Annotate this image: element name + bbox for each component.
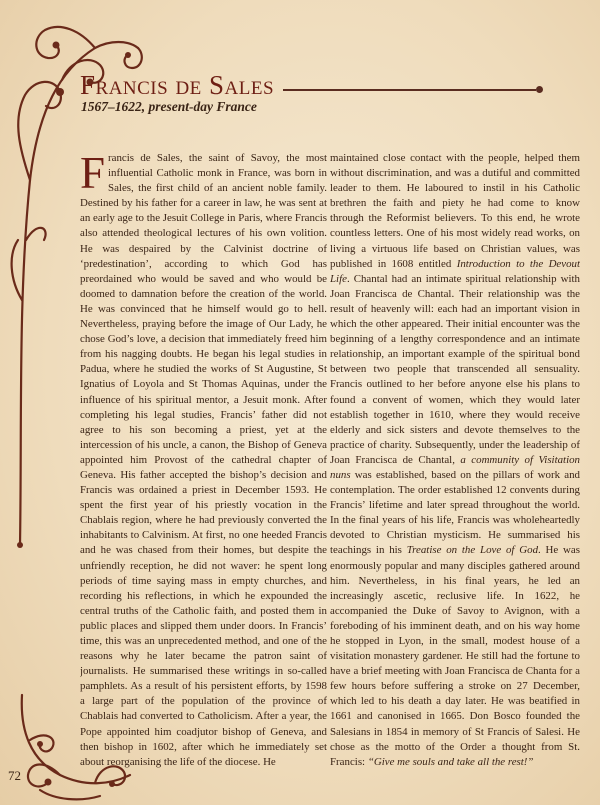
book-title-introduction: Introduction to the Devout Life (330, 257, 580, 285)
text-column-left (80, 151, 327, 776)
body-paragraph-right (330, 151, 580, 770)
text-column-right (330, 151, 580, 776)
body-text-segment: . He was enormously popular and many disciples gathered around him. Nevertheless, in his final years, he led an increasingly ascetic, reclusive life. In 1622, he accompanied the Duke of Savoy to Avignon, with a foreboding of his imminent death, and on his way home he stopped in Lyon, in the small, modest house of a visitation monastery gardener. He still had the fortune to have a brief meeting with Joan Francisca de Chanta for a few hours before suffering a stroke on 27 December, which led to his death a day later. He was beatified in 1661 and canonised in 1665. Don Bosco founded the Salesians in 1854 in memory of St Francis of Salesi. He chose as the motto of the Order a thought from St. Francis: (330, 544, 580, 768)
body-text-left: rancis de Sales, the saint of Savoy, the most influential Catholic monk in France, was born in Sales, the first child of an ancient noble family. Destined by his father for a career in law, he was sent at an early age to the Jesuit College in Paris, where Francis also attended theological lectures of his own volition. He was despaired by the Calvinist doctrine of ‘predestination’, according to which God has preordained who would be saved and who would be doomed to damnation before the creation of the world. He was convinced that he himself would go to hell. Nevertheless, praying before the image of Our Lady, he chose God’s love, a decision that immediately freed him from his nagging doubts. He began his legal studies in Padua, where he studied the works of St Augustine, St Ignatius of Loyola and St Thomas Aquinas, under the influence of his spiritual mentor, a Jesuit monk. After completing his legal studies, Francis’ father did not agree to his son becoming a priest, yet at the intercession of his uncle, a canon, the Bishop of Geneva appointed him Provost of the cathedral chapter of Geneva. His father accepted the bishop’s decision and Francis was ordained a priest in December 1593. He spent the first year of his priestly vocation in the Chablais region, where he had previously converted the inhabitants to Calvinism. At first, no one heeded Francis and he was chased from their homes, but despite the unfriendly reception, he did not waver: he spent long periods of time saying mass in empty churches, and recording his reflections, in which he expounded the central truths of the Catholic faith, and posted them in public places and slipped them under doors. In Francis’ time, this was an unprecedented method, and one of the reasons why he later became the patron saint of journalists. He summarised these writings in so-called pamphlets. As a result of his persistent efforts, by 1598 a large part of the population of the province of Chablais had converted to Catholicism. After a year, the Pope appointed him coadjutor bishop of Geneva, and then bishop in 1602, after which he immediately set about reorganising the life of the diocese. He (80, 152, 327, 768)
drop-cap: F (80, 151, 106, 198)
page-title: Francis de Sales (80, 70, 275, 100)
title-rule-end-dot (536, 86, 543, 93)
book-title-treatise: Treatise on the Love of God (406, 544, 539, 557)
title-rule (283, 89, 536, 91)
subtitle-dates-place: 1567–1622, present-day France (81, 99, 257, 114)
order-motto-quote: “Give me souls and take all the rest!” (367, 755, 534, 768)
body-text-segment: maintained close contact with the people, helped them without discrimination, and was a dutiful and committed leader to them. He laboured to instil in his Catholic brethren the faith and piety he had come to know through the Reformist believers. To this end, he wrote countless letters. One of his most widely read works, on living a virtuous life based on Christian values, was published in 1608 entitled (330, 152, 580, 270)
body-text-segment: was established, based on the pillars of work and contemplation. The order established 12 convents during Francis’ lifetime and later spread throughout the world. In the final years of his life, Francis was wholeheartedly devoted to Christian mysticism. He summarised his teachings in his (330, 468, 580, 557)
visitation-nuns-phrase: a community of Visitation nuns (330, 453, 580, 481)
body-text-segment: . Chantal had an intimate spiritual relationship with Joan Francisca de Chantal. Their relationship was the result of heavenly will: each had an important vision in which the other appeared. Their initial encounter was the beginning of a lengthy correspondence and an intimate relationship, an important example of the spiritual bond between two people that transcended all sensuality. Francis outlined to her before anyone else his plans to found a convent of women, which they would later establish together in 1610, where they would receive elderly and sick sisters and devote themselves to the practice of charity. Subsequently, under the leadership of Joan Francisca de Chantal, (330, 272, 580, 466)
page-number: 72 (8, 768, 21, 783)
body-paragraph-left (80, 151, 327, 770)
